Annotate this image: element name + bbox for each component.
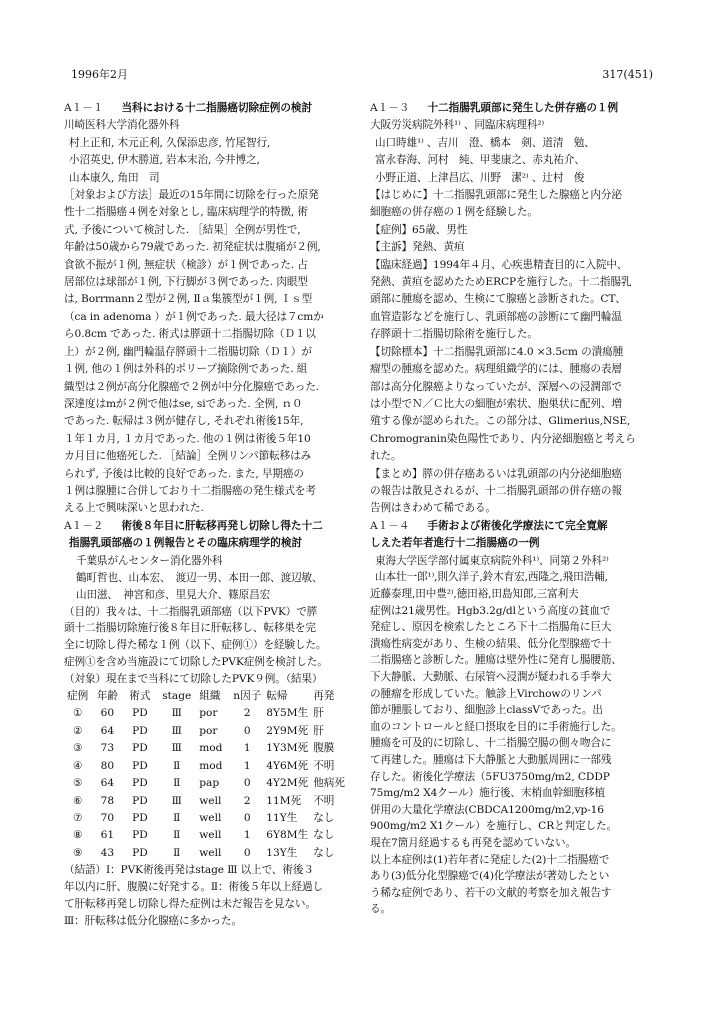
cell-recurrence: 腹膜 xyxy=(313,742,335,755)
cell-n-factor: 0 xyxy=(243,724,251,737)
affiliation: 千葉県がんセンター消化器外科 xyxy=(76,554,223,567)
body-line: 上）が２例, 幽門輪温存膵頭十二指腸切除（Ｄ１）が xyxy=(64,345,312,358)
body-line: 深達度はmが２例で他はse, siであった. 全例, ｎ０ xyxy=(64,397,303,410)
body-line: の腫瘤を形成していた。触診上Virchowのリンパ xyxy=(370,687,602,700)
cell-outcome: 4Y6M死 xyxy=(266,759,309,772)
cell-histology: por xyxy=(199,724,218,737)
abstract-title xyxy=(64,100,350,117)
body-line: 居部位は球部が１例, 下行脚が３例であった. 肉眼型 xyxy=(64,276,308,289)
abstract-number: A１－１ xyxy=(64,102,104,114)
body-line: 【症例】65歳、男性 xyxy=(370,223,468,236)
cell-histology: pap xyxy=(199,777,220,790)
authors-line: 近藤泰理,田中豊²⁾,徳田裕,田島知郎,三富利夫 xyxy=(370,588,579,600)
body-line: 告例はきわめて稀である。 xyxy=(370,502,496,515)
cell-case-number: ⑦ xyxy=(72,811,83,824)
body-line: １例, 他の１例は外科的ポリープ摘除例であった. 組 xyxy=(64,363,308,376)
cell-outcome: 13Y生 xyxy=(266,846,298,859)
abstract-number: A１－３ xyxy=(370,102,410,114)
cell-n-factor: 2 xyxy=(243,794,251,807)
cell-procedure: PD xyxy=(132,742,148,755)
body-line: であった. 転帰は３例が健存し, それぞれ術後15年, xyxy=(64,415,304,428)
abstract-title xyxy=(370,518,656,535)
abstract-title-text: 術後８年目に肝転移再発し切除し得た十二 xyxy=(121,520,323,532)
authors-line: 村上正和, 木元正利, 久保添忠彦, 竹尾智行, xyxy=(69,136,271,149)
cell-recurrence: なし xyxy=(313,846,335,859)
cell-stage: Ⅲ xyxy=(171,707,182,720)
cell-stage: Ⅱ xyxy=(173,811,181,824)
body-line: 織型は２例が高分化腺癌で２例が中分化腺癌であった. xyxy=(64,380,320,393)
cell-outcome: 6Y8M生 xyxy=(266,829,309,842)
cell-recurrence: 不明 xyxy=(313,794,335,807)
cell-age: 61 xyxy=(100,829,115,842)
cell-procedure: PD xyxy=(132,794,148,807)
body-line: 存した。術後化学療法（5FU3750mg/m2, CDDP xyxy=(370,770,610,783)
body-line: 【臨床経過】1994年４月、心疾患精査目的に入院中、 xyxy=(370,258,628,271)
col-header: 組織 xyxy=(199,690,221,703)
table-row xyxy=(66,827,350,844)
abstract-title-cont: 指腸乳頭部癌の１例報告とその臨床病理学的検討 xyxy=(69,537,303,550)
cell-case-number: ③ xyxy=(72,742,83,755)
cell-recurrence: 他病死 xyxy=(313,777,345,790)
cell-age: 80 xyxy=(100,759,115,772)
authors-line: 山本康久, 角田 司 xyxy=(69,171,160,184)
cell-histology: mod xyxy=(199,759,223,772)
body-line: れた。 xyxy=(370,450,402,463)
body-line: ［対象および方法］最近の15年間に切除を行った原発 xyxy=(64,189,319,202)
cell-age: 70 xyxy=(100,811,115,824)
cell-procedure: PD xyxy=(132,811,148,824)
affiliation: 大阪労災病院外科¹⁾ 、同臨床病理科²⁾ xyxy=(370,119,544,132)
table-row xyxy=(66,740,350,757)
body-line: て再建した。腫瘍は下大静脈と大動脈周囲に一部残 xyxy=(370,753,612,766)
body-line: る。 xyxy=(370,903,391,916)
body-line: て肝転移再発し切除し得た症例は未だ報告を見ない。 xyxy=(64,897,316,910)
cell-stage: Ⅱ xyxy=(173,829,181,842)
authors-line: 小沼英史, 伊木勝道, 岩本末治, 今井博之, xyxy=(69,154,260,167)
col-header: 転帰 xyxy=(266,690,288,703)
pvk-case-table xyxy=(66,688,350,862)
affiliation: 東海大学医学部付属東京病院外科¹⁾、同第２外科²⁾ xyxy=(375,554,609,567)
cell-age: 64 xyxy=(100,777,115,790)
table-row xyxy=(66,845,350,862)
authors-line: 小野正道、上津昌広、川野 潔²⁾ 、辻村 俊 xyxy=(375,171,585,184)
body-line: 【まとめ】膵の併存癌あるいは乳頭部の内分泌細胞癌 xyxy=(370,467,622,480)
abstract-title-text: 十二指腸乳頭部に発生した併存癌の１例 xyxy=(427,102,619,114)
body-line: 潰瘍性病変があり、生検の結果、低分化型腺癌で十 xyxy=(370,637,612,650)
body-line: う稀な症例であり、若干の文献的考察を加え報告す xyxy=(370,886,612,899)
body-line: える上で興味深いと思われた. xyxy=(64,502,204,515)
cell-case-number: ⑥ xyxy=(72,794,83,807)
abstract-a1-1 xyxy=(64,100,350,518)
col-header: n因子 xyxy=(233,690,262,703)
cell-case-number: ⑨ xyxy=(72,846,83,859)
cell-procedure: PD xyxy=(132,707,148,720)
body-line: 75mg/m2 X4クール）施行後、末梢血幹細胞移植 xyxy=(370,787,605,800)
col-header: 再発 xyxy=(313,690,335,703)
body-line: 血のコントロールと経口摂取を目的に手術施行した。 xyxy=(370,720,622,733)
table-row xyxy=(66,723,350,740)
body-line: 下大静脈、大動脈、右尿管へ浸潤が疑われる手拳大 xyxy=(370,670,612,683)
body-line: は, Borrmann２型が２例, Ⅱａ集簇型が１例, Ｉｓ型 xyxy=(64,293,313,306)
cell-histology: well xyxy=(199,829,222,842)
body-line: １年１カ月, １カ月であった. 他の１例は術後５年10 xyxy=(64,432,311,445)
cell-stage: Ⅱ xyxy=(173,759,181,772)
authors-line: 鶴町哲也、山本宏、 渡辺一男、本田一郎、渡辺敏、 xyxy=(76,571,323,584)
body-line: 全に切除し得た稀な１例（以下、症例①）を経験した。 xyxy=(64,639,327,652)
table-header-row xyxy=(66,688,350,705)
cell-age: 43 xyxy=(100,846,115,859)
body-line: 【主訴】発熱、黄疸 xyxy=(370,241,465,254)
cell-outcome: 11M死 xyxy=(266,794,302,807)
body-line: あり(3)低分化型腺癌で(4)化学療法が著効したとい xyxy=(370,870,610,883)
body-line: 頭十二指腸切除施行後８年目に肝転移し、転移巣を完 xyxy=(64,622,316,635)
body-line: 瘤型の腫瘍を認めた。病理組織学的には、腫瘍の表層 xyxy=(370,363,622,376)
abstract-a1-3 xyxy=(370,100,656,518)
body-line: 性十二指腸癌４例を対象とし, 臨床病理学的特徴, 術 xyxy=(64,206,308,219)
body-line: 以上本症例は(1)若年者に発症した(2)十二指腸癌で xyxy=(370,853,610,866)
cell-n-factor: 1 xyxy=(243,829,251,842)
cell-case-number: ⑤ xyxy=(72,777,83,790)
cell-stage: Ⅲ xyxy=(171,794,182,807)
cell-case-number: ⑧ xyxy=(72,829,83,842)
cell-stage: Ⅲ xyxy=(171,724,182,737)
cell-outcome: 2Y9M死 xyxy=(266,724,309,737)
body-line: 年以内に肝、腹膜に好発する。Ⅱ：術後５年以上経過し xyxy=(64,881,323,894)
abstract-title xyxy=(370,100,656,117)
cell-case-number: ④ xyxy=(72,759,83,772)
abstract-title xyxy=(64,518,350,535)
cell-histology: por xyxy=(199,707,218,720)
cell-n-factor: 1 xyxy=(243,759,251,772)
cell-outcome: 8Y5M生 xyxy=(266,707,309,720)
body-line: ら0.8cm であった. 術式は膵頭十二指腸切除（Ｄ１以 xyxy=(64,328,316,341)
body-line: 発症し、原因を検索したところ下十二指腸角に巨大 xyxy=(370,621,612,634)
cell-age: 73 xyxy=(100,742,115,755)
body-line: 細胞癌の併存癌の１例を経験した。 xyxy=(370,206,538,219)
abstract-title-cont: しえた若年者進行十二指腸癌の一例 xyxy=(370,537,540,550)
cell-case-number: ② xyxy=(72,724,83,737)
cell-stage: Ⅲ xyxy=(171,742,182,755)
page-number: 317(451) xyxy=(602,68,653,81)
cell-n-factor: 1 xyxy=(243,742,251,755)
body-line: 【はじめに】十二指腸乳頭部に発生した腺癌と内分泌 xyxy=(370,189,622,202)
abstract-title-text: 手術および術後化学療法にて完全寛解 xyxy=(427,520,608,532)
cell-n-factor: 0 xyxy=(243,846,251,859)
body-line: 部は高分化腺癌よりなっていたが、深層への浸潤部で xyxy=(370,380,622,393)
authors-line: 山口時雄¹⁾ 、吉川 澄、橋本 剣、道清 勉、 xyxy=(375,136,595,149)
cell-procedure: PD xyxy=(132,846,148,859)
body-line: 頭部に腫瘍を認め、生検にて腺癌と診断された。CT、 xyxy=(370,293,626,306)
body-line: 食欲不振が１例, 無症状（検診）が１例であった. 占 xyxy=(64,258,308,271)
body-line: 併用の大量化学療法(CBDCA1200mg/m2,vp-16 xyxy=(370,803,604,816)
body-line: の報告は散見されるが、十二指腸乳頭部の併存癌の報 xyxy=(370,484,622,497)
cell-stage: Ⅱ xyxy=(173,846,181,859)
cell-outcome: 4Y2M死 xyxy=(266,777,309,790)
table-row xyxy=(66,705,350,722)
cell-recurrence: なし xyxy=(313,829,335,842)
cell-outcome: 11Y生 xyxy=(266,811,298,824)
cell-stage: Ⅱ xyxy=(173,777,181,790)
body-line: カ月目に他癌死した. ［結論］全例リンパ節転移はみ xyxy=(64,450,312,463)
cell-recurrence: 肝 xyxy=(313,707,324,720)
abstract-title-text: 当科における十二指腸癌切除症例の検討 xyxy=(121,102,313,114)
page-header xyxy=(71,66,653,84)
body-line: （結語）Ⅰ：PVK術後再発はstage Ⅲ 以上で、術後３ xyxy=(64,864,314,877)
col-header: stage xyxy=(162,690,192,703)
cell-case-number: ① xyxy=(72,707,83,720)
cell-outcome: 1Y3M死 xyxy=(266,742,309,755)
cell-recurrence: 肝 xyxy=(313,724,324,737)
cell-procedure: PD xyxy=(132,724,148,737)
cell-recurrence: なし xyxy=(313,811,335,824)
body-line: Chromogranin染色陽性であり、内分泌細胞癌と考えら xyxy=(370,432,636,445)
authors-line: 富永春海、河村 純、甲斐康之、赤丸祐介、 xyxy=(375,154,585,167)
authors-line: 山本壮一郎¹⁾,則久洋子,鈴木育宏,西隆之,飛田浩輔, xyxy=(375,571,608,584)
body-line: Ⅲ：肝転移は低分化腺癌に多かった。 xyxy=(64,914,243,927)
body-line: は小型でＮ／Ｃ比大の細胞が索状、胞巣状に配列、増 xyxy=(370,397,622,410)
cell-age: 64 xyxy=(100,724,115,737)
cell-histology: well xyxy=(199,846,222,859)
body-line: 存膵頭十二指腸切除術を施行した。 xyxy=(370,328,538,341)
cell-recurrence: 不明 xyxy=(313,759,335,772)
body-line: 【切除標本】十二指腸乳頭部に4.0 ×3.5cm の潰瘍腫 xyxy=(370,345,624,358)
abstract-number: A１－２ xyxy=(64,520,104,532)
body-line: 血管造影などを施行し、乳頭部癌の診断にて幽門輪温 xyxy=(370,310,622,323)
cell-procedure: PD xyxy=(132,777,148,790)
body-line: 二指腸癌と診断した。腫瘍は壁外性に発育し腸腰筋、 xyxy=(370,654,622,667)
cell-histology: mod xyxy=(199,742,223,755)
body-line: 式, 予後について検討した. ［結果］全例が男性で, xyxy=(64,223,301,236)
body-line: １例は腺腫に合併しており十二指腸癌の発生様式を考 xyxy=(64,484,316,497)
body-line: られず, 予後は比較的良好であった. また, 早期癌の xyxy=(64,467,304,480)
col-header: 術式 xyxy=(129,690,151,703)
table-row xyxy=(66,775,350,792)
body-line: 節が腫脹しており、細胞診上classⅤであった。出 xyxy=(370,704,603,717)
table-row xyxy=(66,810,350,827)
issue-date: 1996年2月 xyxy=(71,68,128,81)
body-line: 腫瘍を可及的に切除し、十二指腸空腸の側々吻合に xyxy=(370,737,612,750)
col-header: 年齢 xyxy=(96,690,119,703)
cell-n-factor: 0 xyxy=(243,811,251,824)
cell-procedure: PD xyxy=(132,829,148,842)
cell-n-factor: 2 xyxy=(243,707,251,720)
table-row xyxy=(66,758,350,775)
abstract-a1-2 xyxy=(64,518,350,930)
cell-histology: well xyxy=(199,811,222,824)
body-line: 殖する像が認められた。この部分は、Glimerius,NSE, xyxy=(370,415,631,428)
body-line: （ca in adenoma ）が１例であった. 最大径は７cmか xyxy=(64,310,324,323)
affiliation: 川崎医科大学消化器外科 xyxy=(64,119,180,132)
body-line: 症例は21歳男性。Hgb3.2g/dlという高度の貧血で xyxy=(370,604,611,617)
cell-age: 60 xyxy=(100,707,115,720)
body-line: 発熱、黄疸を認めたためERCPを施行した。十二指腸乳 xyxy=(370,276,632,289)
abstract-a1-4 xyxy=(370,518,656,918)
cell-age: 78 xyxy=(100,794,115,807)
body-line: 年齢は50歳から79歳であった. 初発症状は腹痛が２例, xyxy=(64,241,321,254)
cell-procedure: PD xyxy=(132,759,148,772)
abstract-number: A１－４ xyxy=(370,520,410,532)
cell-histology: well xyxy=(199,794,222,807)
body-line: （目的）我々は、十二指腸乳頭部癌（以下PVK）で膵 xyxy=(64,605,318,618)
body-line: 現在7箇月経過するも再発を認めていない。 xyxy=(370,836,577,849)
body-line: （対象）現在まで当科にて切除したPVK９例。（結果） xyxy=(64,673,323,686)
col-header: 症例 xyxy=(67,690,89,703)
cell-n-factor: 0 xyxy=(243,777,251,790)
body-line: 900mg/m2 X1クール）を施行し、CRと判定した。 xyxy=(370,820,618,833)
authors-line: 山田滋、 神宮和彦、里見大介、篠原昌宏 xyxy=(76,588,271,601)
table-row xyxy=(66,793,350,810)
body-line: 症例①を含め当施設にて切除したPVK症例を検討した。 xyxy=(64,656,328,669)
